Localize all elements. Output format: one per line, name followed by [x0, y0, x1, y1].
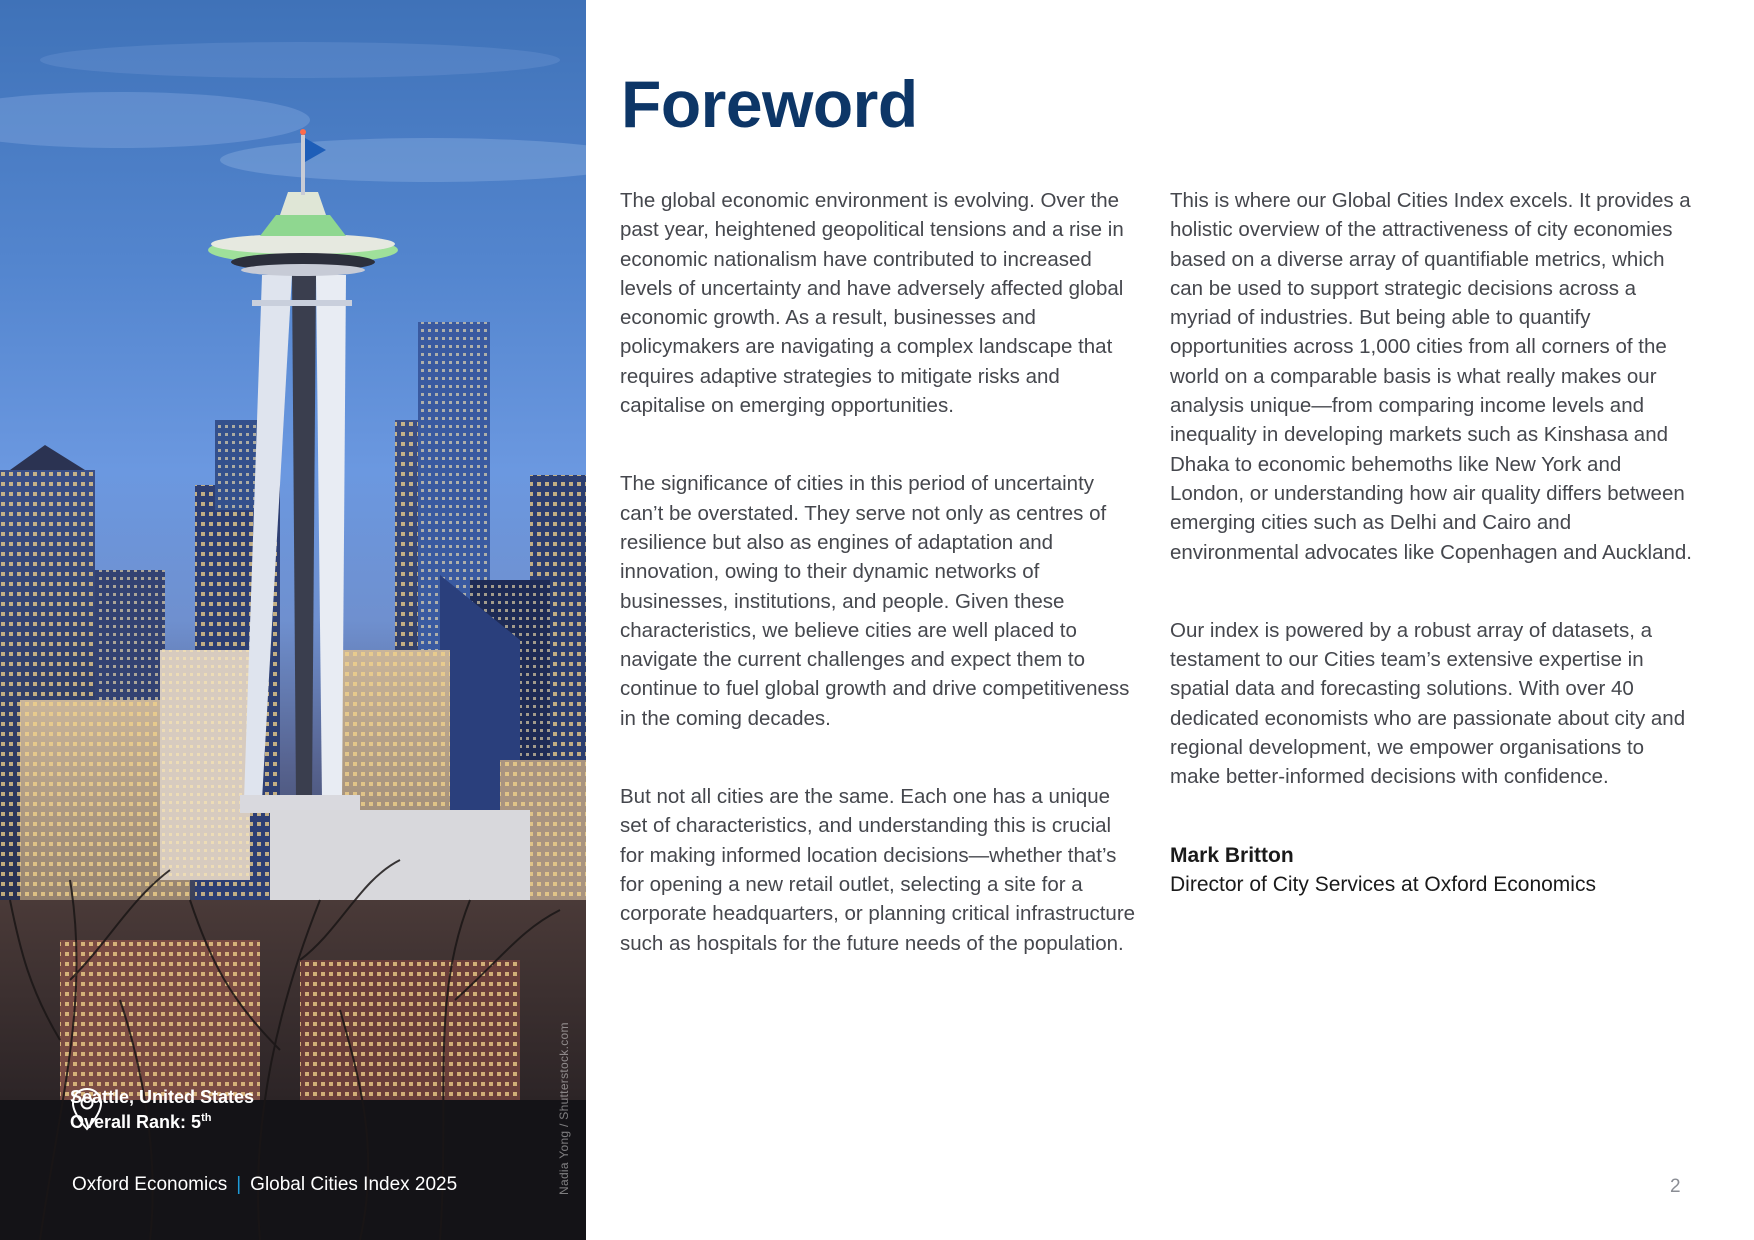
page-number: 2: [1670, 1176, 1681, 1197]
signature-name: Mark Britton: [1170, 843, 1294, 867]
paragraph: Our index is powered by a robust array of datasets, a testament to our Cities team’s extensive expertise in spatial data and forecasting solutions. With over 40 dedicated economists who are passionate about city and regional development, we empower organisations to make better-informed decisions with confidence.: [1170, 618, 1686, 789]
rank-suffix: th: [201, 1112, 212, 1124]
footer-branding: [72, 1174, 457, 1196]
location-pin-icon: [70, 1087, 104, 1131]
paragraph: This is where our Global Cities Index excels. It provides a holistic overview of the attractiveness of city economies based on a diverse array of quantifiable metrics, which can be used to support strategic decisions across a myriad of industries. But being able to quantify opportunities across 1,000 cities from all corners of the world on a comparable basis is what really makes our analysis unique—from comparing income levels and inequality in developing markets such as Kinshasa and Dhaka to economic behemoths like New York and London, or understanding how air quality differs between emerging cities such as Delhi and Cairo and environmental advocates like Copenhagen and Auckland.: [1170, 189, 1692, 564]
photo-credit: Nadia Yong / Shutterstock.com: [557, 1022, 571, 1195]
page-title: Foreword: [621, 67, 918, 141]
paragraph: But not all cities are the same. Each one has a unique set of characteristics, and understanding this is crucial for making informed location decisions—whether that’s for opening a new retail outlet, selecting a site for a corporate headquarters, or planning critical infrastructure such as hospitals for the future needs of the population.: [620, 785, 1136, 955]
cover-photo-seattle: [0, 0, 586, 1240]
location-city: Seattle, United States: [70, 1087, 255, 1107]
body-column-left: [620, 186, 1140, 1007]
signature-role: Director of City Services at Oxford Economics: [1170, 872, 1596, 896]
footer-separator: |: [236, 1174, 242, 1195]
paragraph: The significance of cities in this period of uncertainty can’t be overstated. They serve not only as centres of resilience but also as engines of adaptation and innovation, owing to their dynamic networks of businesses, institutions, and people. Given these characteristics, we believe cities are well placed to navigate the current challenges and expect them to continue to fuel global growth and drive competitiveness in the coming decades.: [620, 472, 1130, 730]
paragraph: The global economic environment is evolving. Over the past year, heightened geopolitical tensions and a rise in economic nationalism have contributed to increased levels of uncertainty and have adversely affected global economic growth. As a result, businesses and policymakers are navigating a complex landscape that requires adaptive strategies to mitigate risks and capitalise on emerging opportunities.: [620, 189, 1124, 418]
seattle-skyline-illustration: [0, 0, 586, 1240]
footer-publisher: Oxford Economics: [72, 1174, 228, 1195]
footer-report-title: Global Cities Index 2025: [250, 1174, 458, 1195]
location-caption: [70, 1085, 254, 1135]
body-column-right: [1170, 186, 1695, 899]
rank-label: Overall Rank: 5: [70, 1112, 202, 1132]
